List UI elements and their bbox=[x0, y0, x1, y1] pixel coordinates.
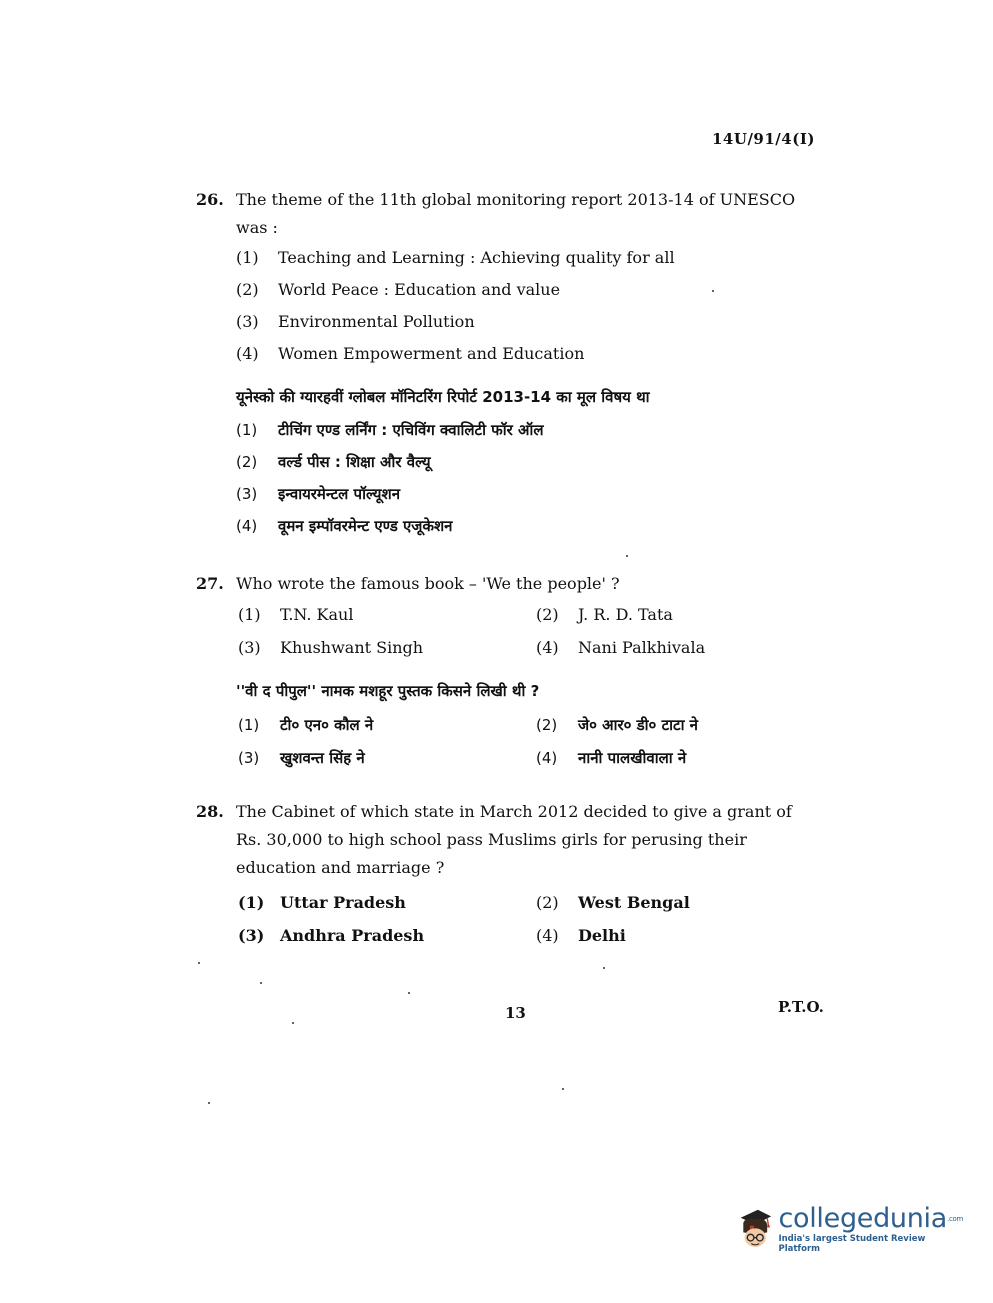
question-text: The Cabinet of which state in March 2012 decided to give a grant of bbox=[236, 802, 792, 821]
option-2-hindi: (2) वर्ल्ड पीस : शिक्षा और वैल्यू bbox=[236, 453, 431, 471]
student-mascot-icon bbox=[738, 1198, 772, 1260]
option-3: (3) Environmental Pollution bbox=[236, 312, 475, 331]
options-english bbox=[238, 886, 836, 952]
question-26 bbox=[196, 186, 836, 542]
options-english bbox=[236, 242, 836, 370]
question-number: 27. bbox=[196, 574, 224, 593]
option-3-hindi: (3) खुशवन्त सिंह ने bbox=[238, 748, 365, 767]
option-2-hindi: (2) जे० आर० डी० टाटा ने bbox=[536, 715, 699, 734]
option-4: (4) Nani Palkhivala bbox=[536, 637, 706, 657]
option-1: (1) T.N. Kaul bbox=[238, 604, 354, 624]
options-english bbox=[238, 598, 836, 664]
option-1: (1) Uttar Pradesh bbox=[238, 892, 406, 912]
option-4: (4) Women Empowerment and Education bbox=[236, 344, 585, 363]
question-27 bbox=[196, 570, 836, 774]
options-hindi bbox=[236, 414, 836, 542]
question-text: The theme of the 11th global monitoring report 2013-14 of UNESCO bbox=[236, 190, 796, 209]
question-text-cont: education and marriage ? bbox=[236, 858, 445, 877]
question-text-cont: Rs. 30,000 to high school pass Muslims girls for perusing their bbox=[236, 830, 747, 849]
options-hindi bbox=[238, 708, 836, 774]
brand-tagline: India's largest Student Review Platform bbox=[778, 1234, 926, 1254]
option-3-hindi: (3) इन्वायरमेन्टल पॉल्यूशन bbox=[236, 485, 401, 503]
pto-label: P.T.O. bbox=[778, 998, 824, 1016]
question-number: 28. bbox=[196, 802, 224, 821]
option-3: (3) Andhra Pradesh bbox=[238, 925, 425, 945]
question-text-cont: was : bbox=[236, 218, 278, 237]
question-28 bbox=[196, 798, 836, 952]
option-1-hindi: (1) टी० एन० कौल ने bbox=[238, 715, 374, 734]
brand-com: .com bbox=[947, 1215, 963, 1223]
option-2: (2) World Peace : Education and value bbox=[236, 280, 561, 299]
option-1: (1) Teaching and Learning : Achieving quality for all bbox=[236, 248, 675, 267]
option-2: (2) West Bengal bbox=[536, 892, 690, 912]
question-text-hindi: यूनेस्को की ग्यारहवीं ग्लोबल मॉनिटरिंग रिपोर्ट 2013-14 का मूल विषय था bbox=[236, 388, 650, 406]
option-4: (4) Delhi bbox=[536, 925, 626, 945]
page-number: 13 bbox=[505, 1004, 526, 1022]
brand-name: collegedunia bbox=[778, 1203, 948, 1234]
option-4-hindi: (4) वूमन इम्पॉवरमेन्ट एण्ड एजूकेशन bbox=[236, 517, 453, 535]
paper-code: 14U/91/4(I) bbox=[712, 130, 815, 148]
collegedunia-watermark bbox=[738, 1196, 963, 1262]
question-text: Who wrote the famous book – 'We the people' ? bbox=[236, 574, 620, 593]
option-3: (3) Khushwant Singh bbox=[238, 637, 424, 657]
option-2: (2) J. R. D. Tata bbox=[536, 604, 673, 624]
question-number: 26. bbox=[196, 190, 224, 209]
option-1-hindi: (1) टीचिंग एण्ड लर्निंग : एचिविंग क्वालिटी फॉर ऑल bbox=[236, 421, 544, 439]
option-4-hindi: (4) नानी पालखीवाला ने bbox=[536, 748, 687, 767]
question-text-hindi: ''वी द पीपुल'' नामक मशहूर पुस्तक किसने लिखी थी ? bbox=[236, 682, 540, 700]
